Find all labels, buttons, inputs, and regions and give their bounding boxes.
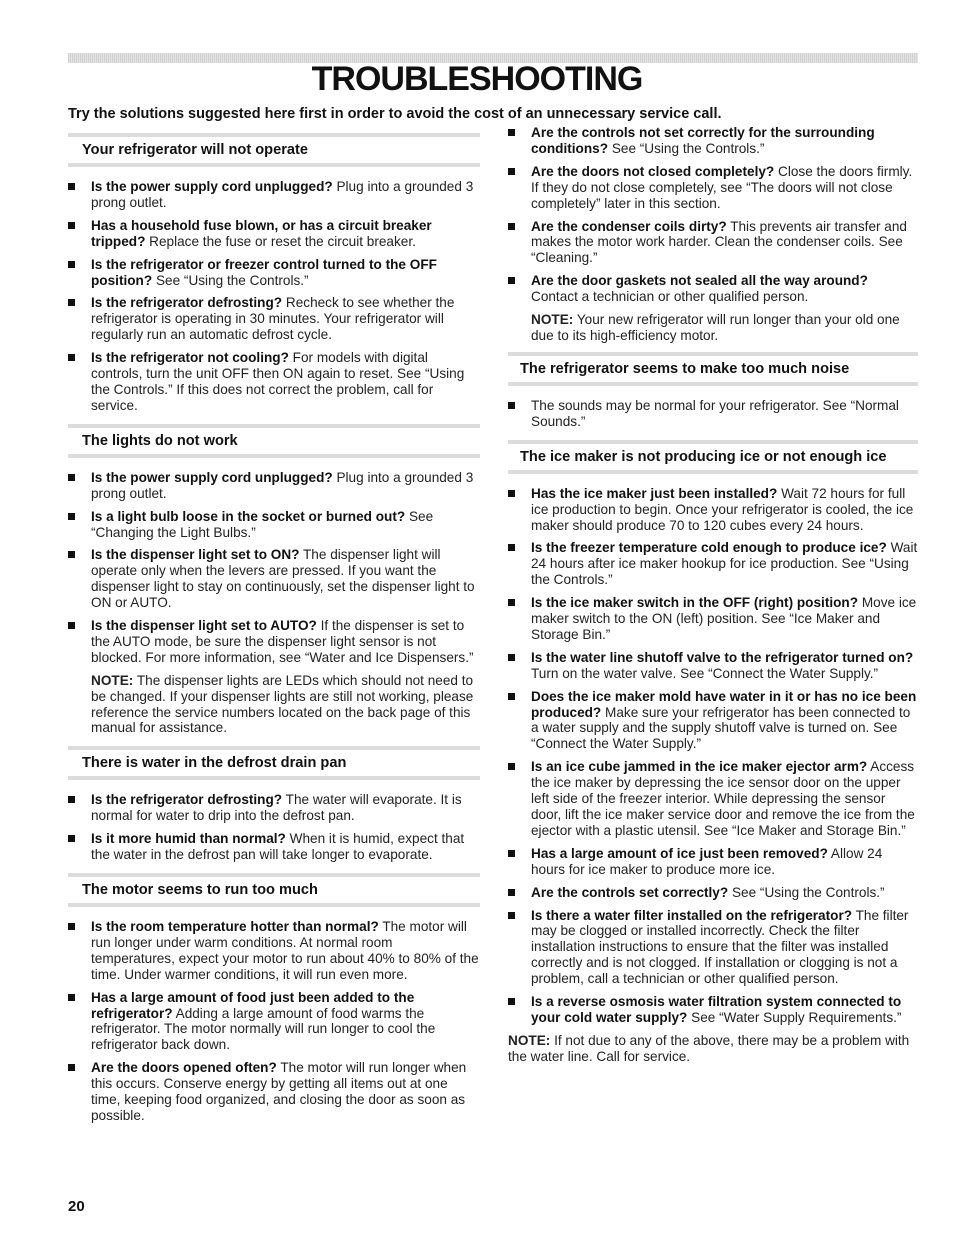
item-question: Are the doors not closed completely? (531, 163, 775, 179)
item-answer: When it is humid, expect that the water in the defrost pan will take longer to evaporate. (91, 831, 465, 863)
item-question: Is it more humid than normal? (91, 831, 286, 847)
bullet-icon (508, 599, 515, 606)
list-item (68, 990, 480, 1054)
item-answer: Close the doors firmly. If they do not close completely, see “The doors will not close completely” later in this section. (531, 163, 913, 211)
bullet-icon (508, 544, 515, 551)
bullet-icon (68, 222, 75, 229)
item-question: Is there a water filter installed on the refrigerator? (531, 907, 853, 923)
page-title: TROUBLESHOOTING (311, 60, 643, 98)
item-question: Is the water line shutoff valve to the refrigerator turned on? (531, 649, 914, 665)
item-question: Are the doors opened often? (91, 1060, 277, 1076)
list-item (68, 547, 480, 611)
bullet-icon (68, 261, 75, 268)
bullet-icon (68, 551, 75, 558)
left-column (68, 125, 480, 1134)
list-item (68, 509, 480, 541)
bullet-icon (508, 129, 515, 136)
item-list (68, 470, 480, 666)
page-number: 20 (68, 1198, 85, 1215)
item-answer: Turn on the water valve. See “Connect the Water Supply.” (531, 665, 879, 681)
item-question: Is an ice cube jammed in the ice maker ejector arm? (531, 759, 868, 775)
list-item (508, 689, 918, 753)
section-heading: The motor seems to run too much (68, 873, 480, 907)
list-item (68, 295, 480, 343)
list-item (508, 125, 918, 157)
troubleshooting-section (68, 424, 480, 737)
bullet-icon (68, 923, 75, 930)
bullet-icon (508, 223, 515, 230)
list-item (68, 470, 480, 502)
item-question: Is the refrigerator or freezer control turned to the OFF position? (91, 256, 437, 288)
item-question: Is the room temperature hotter than normal? (91, 919, 379, 934)
list-item (508, 486, 918, 534)
item-question: Is the refrigerator defrosting? (91, 792, 283, 808)
item-answer: The water will evaporate. It is normal for water to drip into the defrost pan. (91, 792, 462, 824)
list-item (508, 540, 918, 588)
bullet-icon (68, 474, 75, 481)
list-item (68, 792, 480, 824)
item-question: Has a large amount of ice just been removed? (531, 845, 828, 861)
item-question: Are the controls not set correctly for the surrounding conditions? (531, 125, 875, 156)
note-label: NOTE: (508, 1032, 551, 1048)
item-answer: Recheck to see whether the refrigerator is operating in 30 minutes. Your refrigerator will regularly run an automatic defrost cycle. (91, 295, 455, 343)
list-item (68, 1060, 480, 1124)
item-answer: Plug into a grounded 3 prong outlet. (91, 179, 474, 210)
bullet-icon (508, 763, 515, 770)
item-answer: Access the ice maker by depressing the ice sensor door on the upper left side of the freezer interior. While depressing the sensor door, lift the ice maker service door and remove the ice from the ejector with a plastic utensil. See “Ice Maker and Storage Bin.” (531, 759, 915, 838)
list-item (508, 273, 918, 305)
item-question: Is the freezer temperature cold enough to produce ice? (531, 540, 887, 556)
bullet-icon (508, 402, 515, 409)
troubleshooting-section (508, 440, 918, 1065)
item-answer: Plug into a grounded 3 prong outlet. (91, 469, 474, 501)
bullet-icon (68, 183, 75, 190)
item-question: Are the condenser coils dirty? (531, 218, 727, 234)
section-heading: The refrigerator seems to make too much noise (508, 352, 918, 386)
troubleshooting-section (68, 873, 480, 1124)
bullet-icon (68, 1064, 75, 1071)
intro-text: Try the solutions suggested here first in order to avoid the cost of an unnecessary service call. (68, 106, 722, 122)
item-list (508, 398, 918, 430)
item-answer: If the dispenser is set to the AUTO mode, be sure the dispenser light sensor is not blocked. For more information, see “Water and Ice Dispensers.” (91, 618, 474, 665)
item-answer: The motor will run longer when this occurs. Conserve energy by getting all items out at one time, keeping food organized, and closing the door as soon as possible. (91, 1060, 467, 1123)
item-answer: The dispenser light will operate only when the levers are pressed. If you want the dispenser light to stay on continuously, set the dispenser light to ON or AUTO. (91, 547, 475, 611)
bullet-icon (68, 994, 75, 1001)
item-answer: The filter may be clogged or installed incorrectly. Check the filter installation instructions to ensure that the filter was installed correctly and is not clogged. If installation or clogging is not a problem, call a technician or other qualified person. (531, 907, 909, 987)
note-label: NOTE: (531, 312, 574, 328)
bullet-icon (68, 622, 75, 629)
bullet-icon (68, 299, 75, 306)
item-answer: Allow 24 hours for ice maker to produce more ice. (531, 845, 883, 877)
item-question: Are the door gaskets not sealed all the way around? (531, 273, 868, 289)
item-list (68, 179, 480, 414)
section-heading: There is water in the defrost drain pan (68, 746, 480, 780)
section-heading: The ice maker is not producing ice or not enough ice (508, 440, 918, 474)
item-list (68, 792, 480, 863)
bullet-icon (508, 998, 515, 1005)
item-question: Is the refrigerator defrosting? (91, 295, 283, 311)
item-answer: Move ice maker switch to the ON (left) position. See “Ice Maker and Storage Bin.” (531, 595, 917, 642)
troubleshooting-section (68, 746, 480, 863)
item-question: Is the dispenser light set to ON? (91, 547, 300, 563)
section-heading: The lights do not work (68, 424, 480, 458)
bullet-icon (508, 912, 515, 919)
note (91, 673, 480, 737)
list-item (508, 994, 918, 1026)
note (508, 1033, 918, 1065)
item-question: Does the ice maker mold have water in it or has no ice been produced? (531, 688, 917, 720)
bullet-icon (508, 693, 515, 700)
item-answer: Make sure your refrigerator has been connected to a water supply and the supply shutoff valve is turned on. See “Connect the Water Supply.” (531, 704, 911, 752)
list-item (508, 164, 918, 212)
list-item (508, 908, 918, 988)
item-question: Is the dispenser light set to AUTO? (91, 618, 317, 634)
list-item (508, 398, 918, 430)
item-question: Is a reverse osmosis water filtration system connected to your cold water supply? (531, 994, 902, 1025)
list-item (68, 350, 480, 414)
bullet-icon (68, 354, 75, 361)
item-list (68, 919, 480, 1124)
bullet-icon (508, 889, 515, 896)
item-answer: Replace the fuse or reset the circuit breaker. (149, 233, 416, 249)
list-item (68, 257, 480, 289)
item-answer: See “Using the Controls.” (155, 272, 309, 288)
item-answer: Wait 72 hours for full ice production to begin. Once your refrigerator is cooled, the ice maker should produce 70 to 120 cubes every 24 hours. (531, 485, 914, 533)
item-question: Has the ice maker just been installed? (531, 485, 778, 501)
right-column (508, 125, 918, 1075)
note (531, 312, 918, 344)
list-item (68, 179, 480, 211)
bullet-icon (508, 168, 515, 175)
troubleshooting-section (68, 133, 480, 414)
section-heading: Your refrigerator will not operate (68, 133, 480, 167)
bullet-icon (68, 513, 75, 520)
item-answer: The motor will run longer under warm conditions. At normal room temperatures, expect your motor to run about 40% to 80% of the time. Under warmer conditions, it will run even more. (91, 919, 479, 982)
item-answer: For models with digital controls, turn the unit OFF then ON again to reset. See “Using the Controls.” If this does not correct the problem, call for service. (91, 350, 465, 413)
item-answer: Wait 24 hours after ice maker hookup for ice production. See “Using the Controls.” (531, 540, 918, 588)
bullet-icon (508, 490, 515, 497)
list-item (508, 885, 918, 901)
list-item (508, 595, 918, 643)
item-question: Has a household fuse blown, or has a circuit breaker tripped? (91, 217, 432, 249)
note-text: If not due to any of the above, there may be a problem with the water line. Call for service. (508, 1032, 910, 1064)
item-question: Is the ice maker switch in the OFF (right) position? (531, 595, 859, 611)
bullet-icon (68, 796, 75, 803)
item-answer: See “Changing the Light Bulbs.” (91, 508, 434, 540)
list-item (68, 831, 480, 863)
item-question: Is the power supply cord unplugged? (91, 179, 333, 194)
note-text: Your new refrigerator will run longer than your old one due to its high-efficiency motor. (531, 312, 900, 343)
item-question: Is the power supply cord unplugged? (91, 469, 333, 485)
item-question: Has a large amount of food just been added to the refrigerator? (91, 989, 415, 1021)
item-list (508, 486, 918, 1026)
list-item (508, 846, 918, 878)
list-item (68, 218, 480, 250)
list-item (68, 919, 480, 983)
item-answer: See “Water Supply Requirements.” (691, 1009, 902, 1025)
list-item (68, 618, 480, 666)
item-answer: See “Using the Controls.” (611, 140, 765, 156)
continued-item-list (508, 125, 918, 305)
note-text: The dispenser lights are LEDs which should not need to be changed. If your dispenser lights are still not working, please reference the service numbers located on the back page of this manual for assistance. (91, 672, 474, 736)
list-item (508, 650, 918, 682)
item-answer: Adding a large amount of food warms the refrigerator. The motor normally will run longer to cool the refrigerator back down. (91, 1005, 436, 1053)
item-question: Is a light bulb loose in the socket or burned out? (91, 508, 406, 524)
bullet-icon (508, 850, 515, 857)
item-answer: See “Using the Controls.” (731, 884, 885, 900)
item-answer: The sounds may be normal for your refrigerator. See “Normal Sounds.” (531, 397, 899, 429)
list-item (508, 219, 918, 267)
bullet-icon (508, 277, 515, 284)
list-item (508, 759, 918, 839)
troubleshooting-section (508, 352, 918, 430)
item-answer: This prevents air transfer and makes the motor work harder. Clean the condenser coils. See “Cleaning.” (531, 218, 907, 266)
item-answer: Contact a technician or other qualified person. (531, 289, 809, 305)
item-question: Are the controls set correctly? (531, 884, 729, 900)
bullet-icon (508, 654, 515, 661)
note-label: NOTE: (91, 672, 134, 688)
item-question: Is the refrigerator not cooling? (91, 350, 289, 366)
bullet-icon (68, 835, 75, 842)
